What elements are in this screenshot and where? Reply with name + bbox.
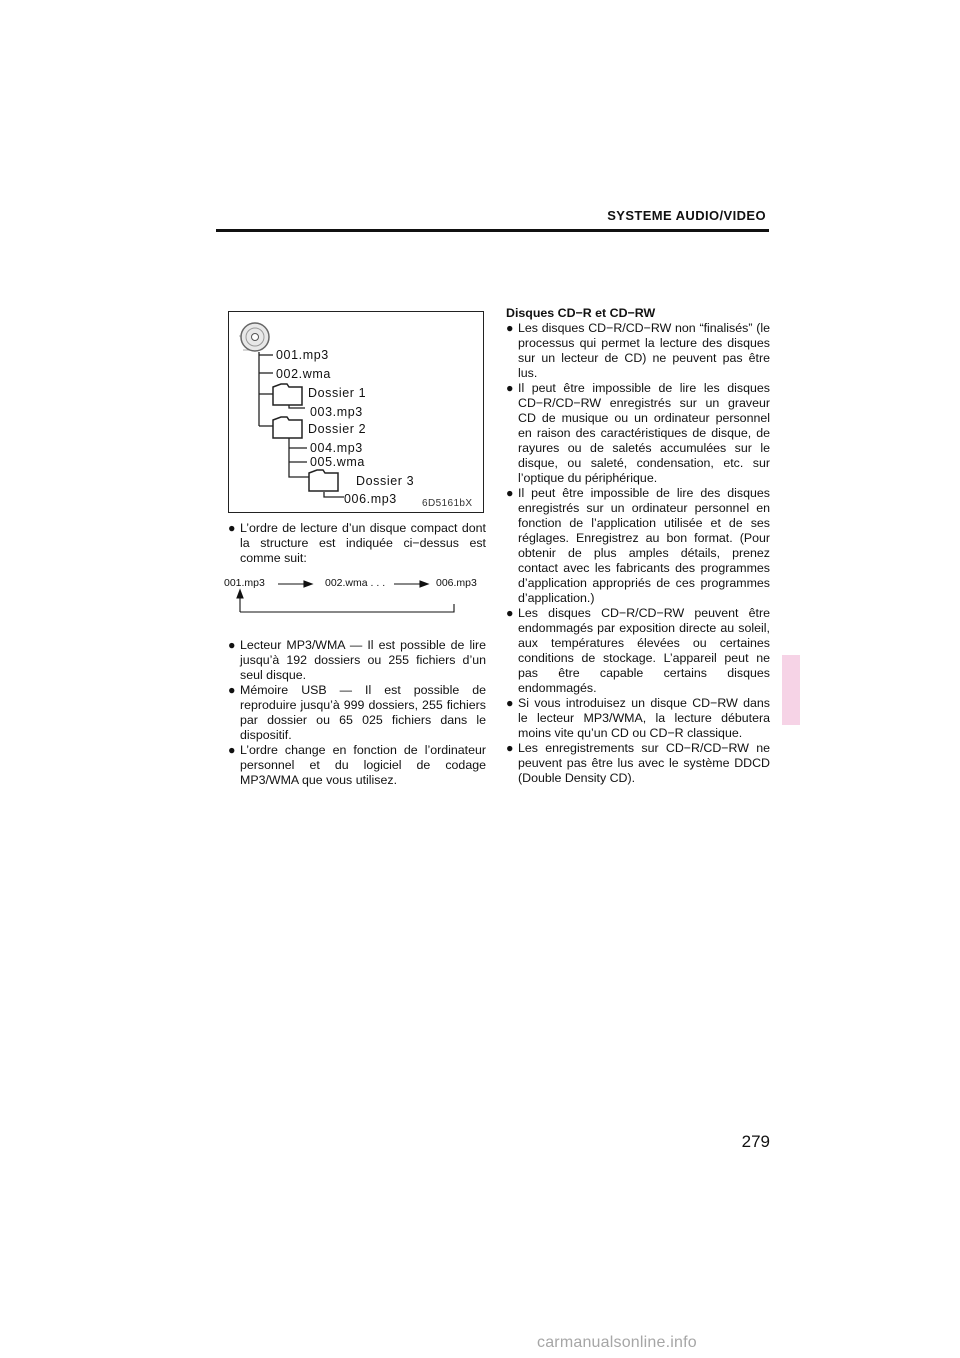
file-003: 003.mp3 — [310, 405, 363, 419]
bullet-icon: ● — [228, 638, 236, 652]
list-item — [228, 683, 486, 743]
order-first: 001.mp3 — [224, 577, 265, 589]
bullet-icon: ● — [228, 683, 236, 697]
figure-code: 6D5161bX — [422, 498, 473, 509]
bullet-text: Mémoire USB — Il est possible de reproduire jusqu’à 999 dossiers, 255 fichiers par dossier ou 65 025 fichiers dans le dispositif. — [240, 683, 486, 742]
header-rule — [216, 229, 769, 232]
section-header-title: SYSTEME AUDIO/VIDEO — [607, 208, 766, 223]
left-column — [224, 521, 486, 788]
bullet-icon: ● — [506, 741, 514, 755]
folder-icon — [273, 417, 302, 438]
list-item — [506, 321, 770, 381]
page-number: 279 — [741, 1132, 770, 1151]
file-005: 005.wma — [310, 455, 365, 469]
folder-structure-figure — [228, 311, 484, 513]
bullet-text: Les disques CD−R/CD−RW peuvent être endommagés par exposition directe au soleil, aux températures élevées ou certaines conditions de stockage. L’appareil peut ne pas être capable certains disques endommagés. — [518, 606, 770, 695]
right-column — [506, 306, 770, 786]
order-middle: 002.wma . . . — [325, 577, 386, 589]
list-item — [506, 741, 770, 786]
list-item — [506, 486, 770, 606]
playback-order-diagram — [222, 576, 486, 634]
bullet-text: Les disques CD−R/CD−RW non “finalisés” (le processus qui permet la lecture des disques sur un lecteur de CD) ne peuvent pas être lus. — [518, 321, 770, 380]
list-item — [506, 696, 770, 741]
bullet-icon: ● — [506, 606, 514, 620]
bullet-text: Les enregistrements sur CD−R/CD−RW ne peuvent pas être lus avec le système DDCD (Double Density CD). — [518, 741, 770, 785]
list-item — [228, 521, 486, 566]
cd-icon — [241, 323, 269, 351]
bullet-text: L’ordre de lecture d’un disque compact dont la structure est indiquée ci−dessus est comme suit: — [240, 521, 486, 565]
section-title: Disques CD−R et CD−RW — [506, 306, 656, 320]
bullet-icon: ● — [506, 381, 514, 395]
folder-icon — [273, 384, 302, 405]
file-001: 001.mp3 — [276, 348, 329, 362]
folder-label-3: Dossier 3 — [356, 474, 415, 488]
list-item — [228, 743, 486, 788]
order-last: 006.mp3 — [436, 577, 477, 589]
bullet-text: Il peut être impossible de lire les disques CD−R/CD−RW enregistrés sur un graveur CD de musique ou un ordinateur personnel en raison des caractéristiques de disque, de rayures ou de saletés accumulées sur le disque, ou saleté, condensation, etc. sur l’optique du périphérique. — [518, 381, 770, 485]
bullet-icon: ● — [228, 743, 236, 757]
folder-label-1: Dossier 1 — [308, 386, 367, 400]
bullet-text: Il peut être impossible de lire des disques enregistrés sur un ordinateur personnel en fonction de l’application utilisée et de ses réglages. Enregistrez au bon format. (Pour obtenir de plus amples détails, prenez contact avec les fabricants des programmes d’application appropriés de ces programmes d’application.) — [518, 486, 770, 605]
bullet-text: Si vous introduisez un disque CD−RW dans le lecteur MP3/WMA, la lecture débutera moins vite qu’un CD ou CD−R classique. — [518, 696, 770, 740]
file-004: 004.mp3 — [310, 441, 363, 455]
list-item — [506, 381, 770, 486]
bullet-text: Lecteur MP3/WMA — Il est possible de lire jusqu’à 192 dossiers ou 255 fichiers d’un seul disque. — [240, 638, 486, 682]
bullet-icon: ● — [506, 696, 514, 710]
bullet-text: L’ordre change en fonction de l’ordinateur personnel et du logiciel de codage MP3/WMA que vous utilisez. — [240, 743, 486, 787]
folder-label-2: Dossier 2 — [308, 422, 367, 436]
watermark-text: carmanualsonline.info — [537, 1334, 697, 1351]
chapter-side-tab — [782, 655, 800, 725]
bullet-icon: ● — [506, 321, 514, 335]
bullet-icon: ● — [228, 521, 236, 535]
folder-icon — [309, 470, 338, 491]
list-item — [228, 638, 486, 683]
list-item — [506, 606, 770, 696]
file-006: 006.mp3 — [344, 492, 397, 506]
file-002: 002.wma — [276, 367, 331, 381]
bullet-icon: ● — [506, 486, 514, 500]
